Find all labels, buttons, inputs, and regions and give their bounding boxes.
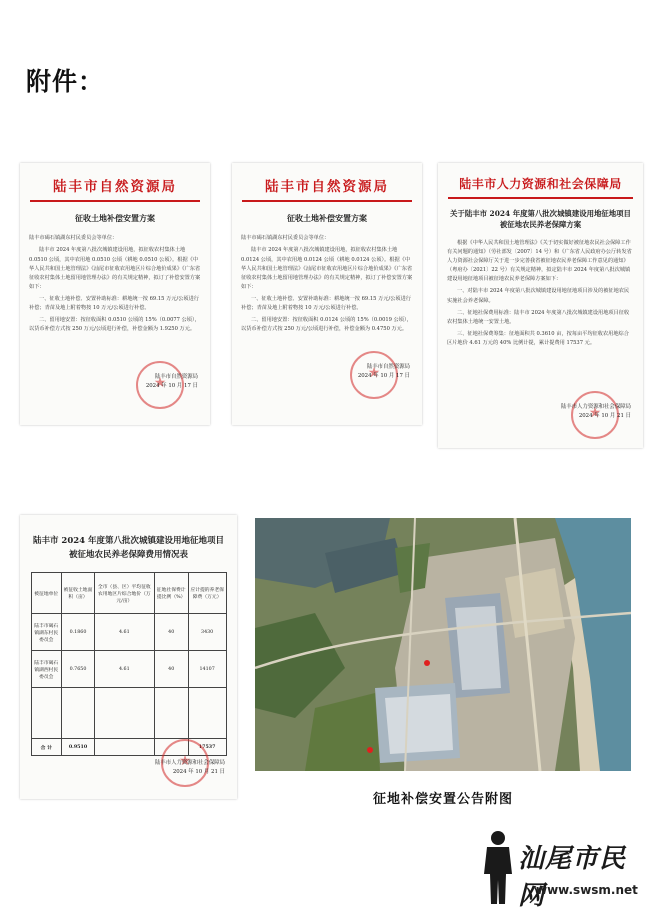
doc-org-header: 陆丰市自然资源局 <box>265 179 389 195</box>
doc-title: 征收土地补偿安置方案 <box>287 213 367 223</box>
cell-ratio: 40 <box>154 614 188 651</box>
doc-signature <box>561 403 631 421</box>
total-label: 合 计 <box>31 739 61 756</box>
column-header: 被征收土地面积（亩） <box>61 573 94 614</box>
doc-date: 2024 年 10 月 21 日 <box>578 413 631 420</box>
cell-unit: 陆丰市碣石镇湖东村民委员会 <box>31 614 61 651</box>
document-fee-table <box>20 515 237 799</box>
cell-fee: 14107 <box>188 651 226 688</box>
total-area: 0.9510 <box>61 739 94 756</box>
table-row <box>31 614 226 651</box>
cell-area: 0.1860 <box>61 614 94 651</box>
doc-signature <box>358 363 410 381</box>
total-fee: 17537 <box>188 739 226 756</box>
document-land-compensation-1 <box>20 163 210 425</box>
red-divider <box>30 200 200 202</box>
watermark-url: www.swsm.net <box>536 883 638 897</box>
doc-paragraph: 根据《中华人民共和国土地管理法》《关于切实做好被征地农民社会保障工作有关问题的通知》（劳社部发〔2007〕14 号）和《广东省人民政府办公厅转发省人力资源社会保障厅关于进一步完善我省被征地农民养老保障工作意见的通知》（粤府办〔2021〕22 号）有关规定精神，拟定陆丰市 2024 年度第八批次城镇建设用地征地项目被征地农民养老保障方案如下： <box>447 239 632 283</box>
watermark-name: 汕尾市民网 <box>518 844 627 911</box>
doc-title: 征收土地补偿安置方案 <box>75 213 155 223</box>
doc-paragraph: 一、征收土地补偿、安置补助标准：耕地统一按 69.15 万元/公顷进行补偿；青苗及地上附着物按 10 万元/公顷进行补偿。 <box>241 295 411 312</box>
site-watermark <box>478 828 644 911</box>
cell-fee: 3430 <box>188 614 226 651</box>
doc-paragraph: 三、征地社保费筹集：征地面积共 0.3610 亩，按每亩平均征收农用地综合区片地价 4.61 万元的 40% 比例计提，累计提费用 17537 元。 <box>447 330 629 346</box>
doc-org-header: 陆丰市人力资源和社会保障局 <box>459 177 622 191</box>
doc-signer: 陆丰市自然资源局 <box>154 374 198 380</box>
page-heading: 附件： <box>26 67 105 96</box>
satellite-map-graphic <box>255 518 631 771</box>
column-header: 被征地单位 <box>31 573 61 614</box>
doc-signature <box>155 759 225 777</box>
pension-fee-table <box>31 572 227 756</box>
doc-org-header: 陆丰市自然资源局 <box>53 179 177 195</box>
column-header: 征地社保费计提比例（%） <box>154 573 188 614</box>
doc-date: 2024 年 10 月 17 日 <box>145 383 198 390</box>
doc-paragraph: 二、留用地安置：按征收面积 0.0124 公顷的 15%（0.0019 公顷），以货币补偿方式按 250 万元/公顷进行补偿，补偿金额为 0.4750 万元。 <box>241 317 412 333</box>
red-divider <box>448 197 633 199</box>
cell-price: 4.61 <box>95 614 155 651</box>
cell-unit: 陆丰市碣石镇湖西村民委员会 <box>31 651 61 688</box>
doc-signer: 陆丰市人力资源和社会保障局 <box>154 760 225 766</box>
table-header-row <box>31 573 226 614</box>
doc-paragraph: 陆丰市 2024 年度第八批次城镇建设用地，拟征收农村集体土地 0.0124 公顷，其中农用地 0.0124 公顷（耕地 0.0124 公顷）。根据《中华人民共和国土地管理法》《汕尾市征收农用地区片综合地价成果》《广东省征收农村集体土地留用地管理办法》的有关规定精神，拟订了补偿安置方案如下： <box>241 247 413 290</box>
table-empty-row <box>31 688 226 739</box>
cell-price: 4.61 <box>95 651 155 688</box>
doc-paragraph: 二、征地社保费用标准：陆丰市 2024 年度第八批次城镇建设用地项目征收农村集体土地统一安置土地。 <box>447 309 630 325</box>
doc-addressee: 陆丰市碣石镇湖东村民委员会等单位： <box>29 235 118 242</box>
table-title: 陆丰市 2024 年度第八批次城镇建设用地征地项目被征地农民养老保障费用情况表 <box>32 536 225 560</box>
satellite-map-image <box>255 518 631 771</box>
doc-date: 2024 年 10 月 17 日 <box>357 373 410 380</box>
person-silhouette-icon <box>478 828 518 904</box>
doc-addressee: 陆丰市碣石镇湖东村民委员会等单位： <box>241 235 330 242</box>
doc-signer: 陆丰市自然资源局 <box>366 364 410 370</box>
doc-signature <box>146 373 198 391</box>
cell-ratio: 40 <box>154 651 188 688</box>
table-row <box>31 651 226 688</box>
cell-area: 0.7650 <box>61 651 94 688</box>
document-pension-scheme <box>438 163 643 448</box>
red-divider <box>242 200 412 202</box>
doc-signer: 陆丰市人力资源和社会保障局 <box>560 404 631 410</box>
doc-paragraph: 陆丰市 2024 年度第八批次城镇建设用地，拟征收农村集体土地 0.0510 公顷，其中农用地 0.0510 公顷（耕地 0.0510 公顷）。根据《中华人民共和国土地管理法》《汕尾市征收农用地区片综合地价成果》《广东省征收农村集体土地留用地管理办法》的有关规定精神，拟订了补偿安置方案如下： <box>29 247 201 290</box>
doc-date: 2024 年 10 月 21 日 <box>172 769 225 776</box>
map-caption: 征地补偿安置公告附图 <box>372 792 513 807</box>
column-header: 应计提的养老保障费（万元） <box>188 573 226 614</box>
doc-title: 关于陆丰市 2024 年度第八批次城镇建设用地征地项目被征地农民养老保障方案 <box>450 209 631 230</box>
doc-paragraph: 一、对陆丰市 2024 年度第八批次城镇建设用地征地项目涉及的被征地农民实施社会养老保障。 <box>447 288 630 304</box>
column-header: 全市（县、区）平均征收农用地区片综合地价（万元/亩） <box>95 573 155 614</box>
document-land-compensation-2 <box>232 163 422 425</box>
doc-paragraph: 一、征收土地补偿、安置补助标准：耕地统一按 69.15 万元/公顷进行补偿；青苗及地上附着物按 10 万元/公顷进行补偿。 <box>29 295 199 312</box>
doc-paragraph: 二、留用地安置：按征收面积 0.0510 公顷的 15%（0.0077 公顷），以货币补偿方式按 250 万元/公顷进行补偿，补偿金额为 1.9250 万元。 <box>29 317 200 333</box>
